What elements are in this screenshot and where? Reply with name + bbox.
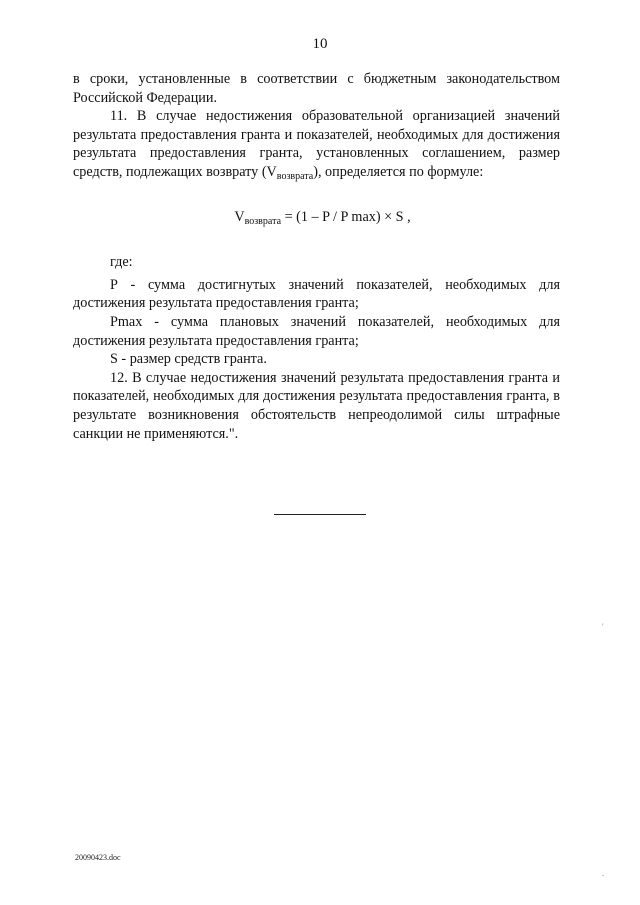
paragraph-12: 12. В случае недостижения значений результата предоставления гранта и показателей, необходимых для достижения результата предоставления гранта, в результате возникновения обстоятельств непреодолимой силы штрафные санкции не применяются.".: [73, 369, 560, 442]
formula-v: V: [234, 208, 245, 225]
paragraph-deadline: в сроки, установленные в соответствии с бюджетным законодательством Российской Федерации.: [73, 71, 560, 106]
v-return-subscript: возврата: [276, 170, 314, 182]
paragraph-11: [73, 107, 560, 186]
margin-mark: .: [602, 868, 605, 878]
return-formula: [73, 208, 560, 232]
definition-s: S - размер средств гранта.: [110, 351, 267, 368]
document-body: [73, 70, 560, 443]
definition-pmax: Pmax - сумма плановых значений показателей, необходимых для достижения результата предоставления гранта;: [73, 313, 560, 349]
page-number: 10: [312, 36, 328, 52]
definition-p: Р - сумма достигнутых значений показателей, необходимых для достижения результата предоставления гранта;: [73, 276, 560, 312]
paragraph-11-text: 11. В случае недостижения образовательной организацией значений результата предоставления гранта и показателей, необходимых для достижения результата предоставления гранта, установленных соглашением, размер средств, подлежащих возврату (V: [73, 108, 560, 180]
document-file-code: 20090423.doc: [75, 853, 121, 862]
formula-expression: = (1 – P / P max) × S ,: [281, 208, 411, 225]
margin-mark: ': [602, 622, 604, 632]
formula-subscript: возврата: [244, 215, 282, 227]
paragraph-11-end: ), определяется по формуле:: [313, 163, 484, 180]
closing-divider: [274, 514, 366, 515]
where-label: где:: [110, 254, 133, 271]
